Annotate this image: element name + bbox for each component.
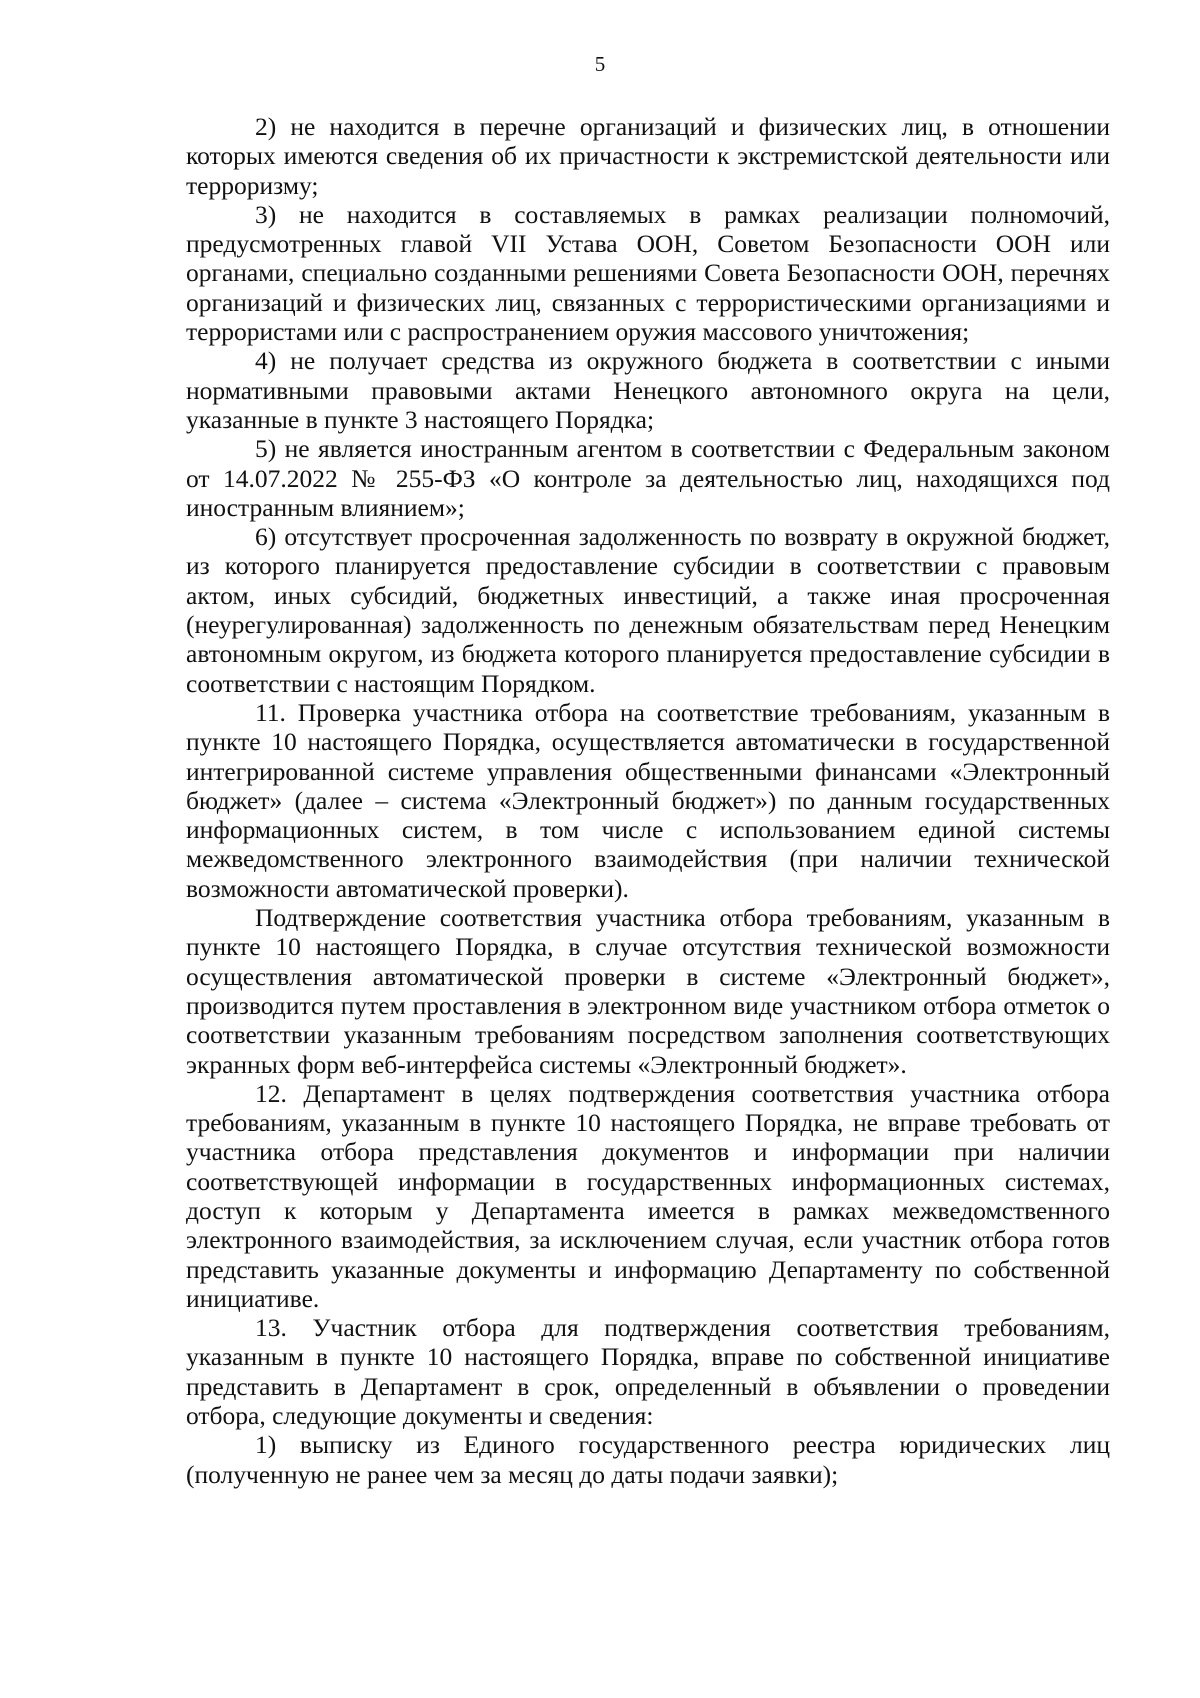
page-number: 5	[594, 52, 606, 76]
paragraph-item-4: 4) не получает средства из окружного бюджета в соответствии с иными нормативными правовыми актами Ненецкого автономного округа на цели, указанные в пункте 3 настоящего Порядка;	[186, 346, 1110, 434]
paragraph-clause-13: 13. Участник отбора для подтверждения соответствия требованиям, указанным в пункте 10 настоящего Порядка, вправе по собственной инициативе представить в Департамент в срок, определенный в объявлении о проведении отбора, следующие документы и сведения:	[186, 1313, 1110, 1431]
paragraph-item-6: 6) отсутствует просроченная задолженность по возврату в окружной бюджет, из которого планируется предоставление субсидии в соответствии с правовым актом, иных субсидий, бюджетных инвестиций, а также иная просроченная (неурегулированная) задолженность по денежным обязательствам перед Ненецким автономным округом, из бюджета которого планируется предоставление субсидии в соответствии с настоящим Порядком.	[186, 522, 1110, 698]
paragraph-clause-11: 11. Проверка участника отбора на соответствие требованиям, указанным в пункте 10 настоящего Порядка, осуществляется автоматически в государственной интегрированной системе управления общественными финансами «Электронный бюджет» (далее – система «Электронный бюджет») по данным государственных информационных систем, в том числе с использованием единой системы межведомственного электронного взаимодействия (при наличии технической возможности автоматической проверки).	[186, 697, 1110, 903]
paragraph-item-2: 2) не находится в перечне организаций и физических лиц, в отношении которых имеются сведения об их причастности к экстремистской деятельности или терроризму;	[186, 112, 1110, 200]
paragraph-clause-13-item-1: 1) выписку из Единого государственного реестра юридических лиц (полученную не ранее чем за месяц до даты подачи заявки);	[186, 1430, 1110, 1489]
paragraph-clause-11-confirmation: Подтверждение соответствия участника отбора требованиям, указанным в пункте 10 настоящего Порядка, в случае отсутствия технической возможности осуществления автоматической проверки в системе «Электронный бюджет», производится путем проставления в электронном виде участником отбора отметок о соответствии указанным требованиям посредством заполнения соответствующих экранных форм веб-интерфейса системы «Электронный бюджет».	[186, 903, 1110, 1079]
paragraph-clause-12: 12. Департамент в целях подтверждения соответствия участника отбора требованиям, указанным в пункте 10 настоящего Порядка, не вправе требовать от участника отбора представления документов и информации при наличии соответствующей информации в государственных информационных системах, доступ к которым у Департамента имеется в рамках межведомственного электронного взаимодействия, за исключением случая, если участник отбора готов представить указанные документы и информацию Департаменту по собственной инициативе.	[186, 1078, 1110, 1313]
paragraph-item-5: 5) не является иностранным агентом в соответствии с Федеральным законом от 14.07.2022 № 255-ФЗ «О контроле за деятельностью лиц, находящихся под иностранным влиянием»;	[186, 434, 1110, 522]
document-body	[186, 112, 1110, 1489]
paragraph-item-3: 3) не находится в составляемых в рамках реализации полномочий, предусмотренных главой VII Устава ООН, Советом Безопасности ООН или органами, специально созданными решениями Совета Безопасности ООН, перечнях организаций и физических лиц, связанных с террористическими организациями и террористами или с распространением оружия массового уничтожения;	[186, 199, 1110, 347]
